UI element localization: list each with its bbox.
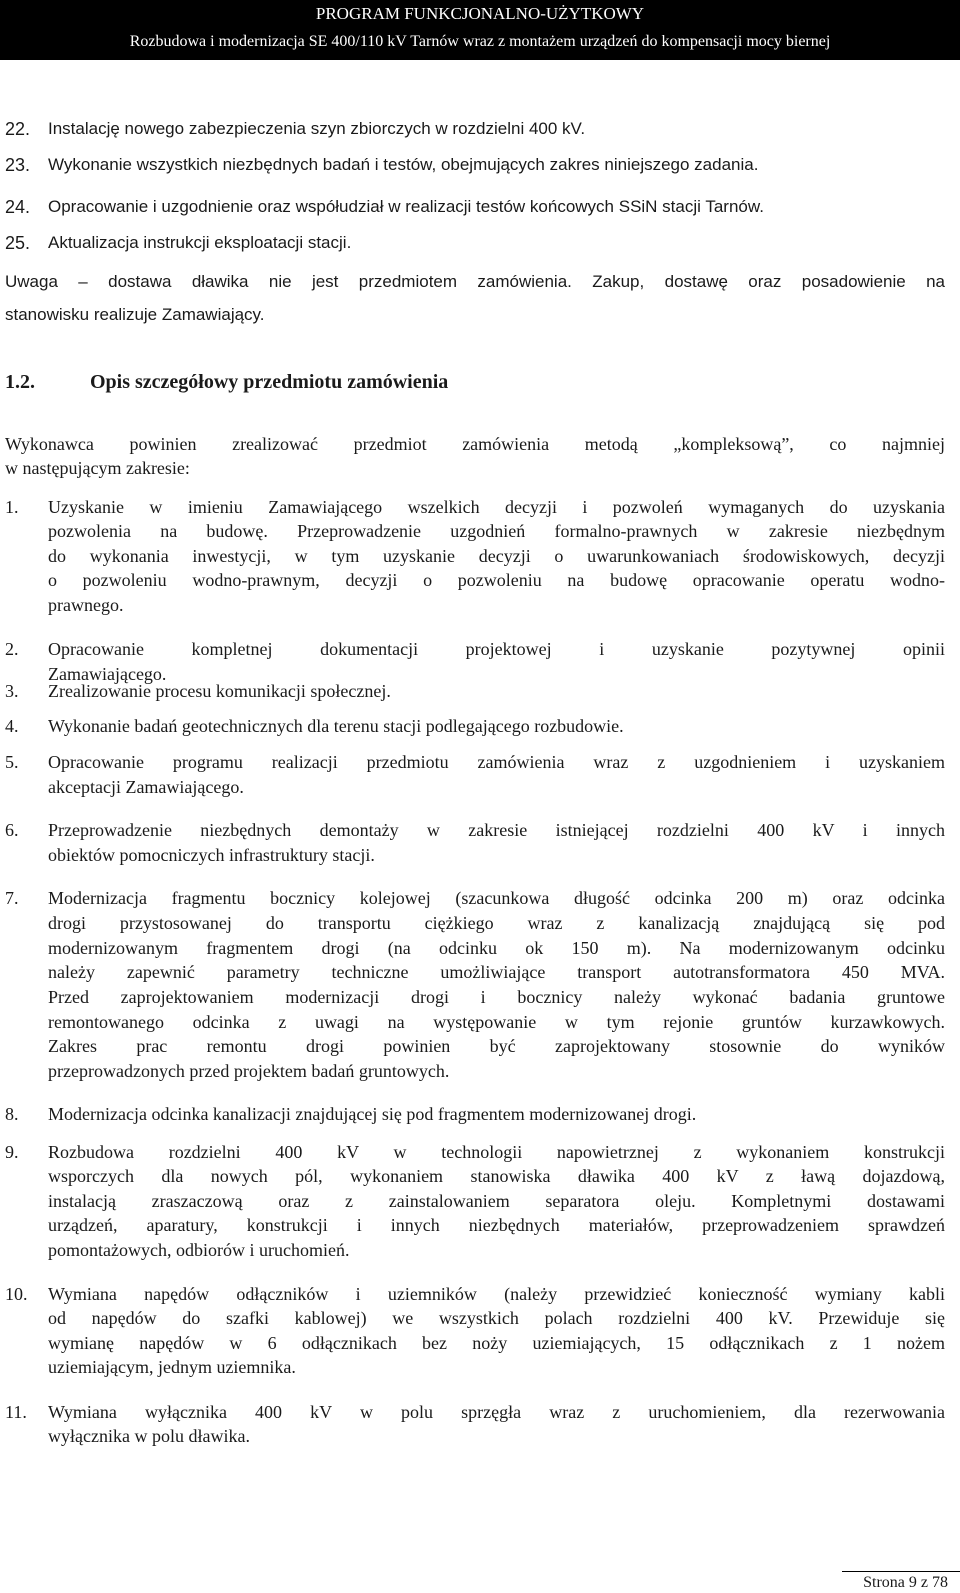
footer-divider <box>842 1571 960 1572</box>
scope-item-line: obiektów pomocniczych infrastruktury stacji. <box>48 845 375 865</box>
scope-item-number: 10. <box>5 1284 28 1304</box>
scope-item-line: instalacją zraszaczową oraz z zainstalowaniem separatora oleju. Kompletnymi dostawami <box>48 1191 945 1211</box>
list-item-text: Wykonanie wszystkich niezbędnych badań i testów, obejmujących zakres niniejszego zadania. <box>48 155 759 174</box>
scope-item-line: akceptacji Zamawiającego. <box>48 777 244 797</box>
scope-item-number: 1. <box>5 497 19 517</box>
header-title: PROGRAM FUNKCJONALNO-UŻYTKOWY <box>315 4 645 23</box>
note-line: Uwaga – dostawa dławika nie jest przedmiotem zamówienia. Zakup, dostawę oraz posadowienie na <box>5 272 945 291</box>
scope-item-line: Modernizacja fragmentu bocznicy kolejowej (szacunkowa długość odcinka 200 m) oraz odcinka <box>48 888 945 908</box>
list-item-text: Opracowanie i uzgodnienie oraz współudział w realizacji testów końcowych SSiN stacji Tarnów. <box>48 197 764 216</box>
list-item-text: Aktualizacja instrukcji eksploatacji stacji. <box>48 233 352 252</box>
scope-item-line: uziemiającym, jednym uziemnika. <box>48 1357 296 1377</box>
list-item-number: 24. <box>5 197 31 217</box>
scope-item-line: Wymiana napędów odłączników i uziemników (należy przewidzieć konieczność wymiany kabli <box>48 1284 945 1304</box>
scope-item-line: o pozwoleniu wodno-prawnym, decyzji o pozwoleniu na budowę opracowanie operatu wodno- <box>48 570 945 590</box>
scope-item-line: Modernizacja odcinka kanalizacji znajdującej się pod fragmentem modernizowanej drogi. <box>48 1104 697 1124</box>
scope-item-line: remontowanego odcinka z uwagi na występowanie w tym rejonie gruntów kurzawkowych. <box>48 1012 945 1032</box>
document-header <box>0 0 960 60</box>
scope-item-line: urządzeń, aparatury, konstrukcji i innych niezbędnych materiałów, przeprowadzeniem sprawdzeń <box>48 1215 945 1235</box>
scope-item-line: Uzyskanie w imieniu Zamawiającego wszelkich decyzji i pozwoleń wymaganych do uzyskania <box>48 497 945 517</box>
section-heading <box>5 369 448 395</box>
scope-item-number: 3. <box>5 681 19 701</box>
scope-item-number: 6. <box>5 820 19 840</box>
list-item-text: Instalację nowego zabezpieczenia szyn zbiorczych w rozdzielni 400 kV. <box>48 119 586 138</box>
scope-item-line: Przeprowadzenie niezbędnych demontaży w zakresie istniejącej rozdzielni 400 kV i innych <box>48 820 945 840</box>
scope-item-line: pozwolenia na budowę. Przeprowadzenie uzgodnień formalno-prawnych w zakresie niezbędnym <box>48 521 945 541</box>
scope-item-number: 5. <box>5 752 19 772</box>
scope-item-line: Wykonanie badań geotechnicznych dla terenu stacji podlegającego rozbudowie. <box>48 716 624 736</box>
scope-item-line: wsporczych dla nowych pól, wykonaniem stanowiska dławika 400 kV z ławą dojazdową, <box>48 1166 945 1186</box>
page-number: Strona 9 z 78 <box>863 1574 948 1591</box>
scope-item-number: 7. <box>5 888 19 908</box>
scope-item-number: 2. <box>5 639 19 659</box>
scope-item-line: Rozbudowa rozdzielni 400 kV w technologii napowietrznej z wykonaniem konstrukcji <box>48 1142 945 1162</box>
scope-item-line: należy zapewnić parametry techniczne umożliwiające transport autotransformatora 450 MVA. <box>48 962 945 982</box>
scope-item-line: Opracowanie kompletnej dokumentacji projektowej i uzyskanie pozytywnej opinii <box>48 639 945 659</box>
intro-line: w następującym zakresie: <box>5 458 190 478</box>
header-subtitle: Rozbudowa i modernizacja SE 400/110 kV Tarnów wraz z montażem urządzeń do kompensacji mocy biernej <box>129 33 831 50</box>
list-item-number: 25. <box>5 233 31 253</box>
scope-item-line: wymianę napędów w 6 odłącznikach bez noży uziemiających, 15 odłącznikach z 1 nożem <box>48 1333 945 1353</box>
scope-item-number: 8. <box>5 1104 19 1124</box>
scope-item-line: do wykonania inwestycji, w tym uzyskanie decyzji o uwarunkowaniach środowiskowych, decyzji <box>48 546 945 566</box>
list-item-number: 22. <box>5 119 31 139</box>
scope-item-line: Przed zaprojektowaniem modernizacji drogi i bocznicy należy wykonać badania gruntowe <box>48 987 945 1007</box>
scope-item-line: od napędów do szafki kablowej) we wszystkich polach rozdzielni 400 kV. Przewiduje się <box>48 1308 945 1328</box>
scope-item-line: drogi przystosowanej do transportu ciężkiego wraz z kanalizacją znajdującą się pod <box>48 913 945 933</box>
scope-item-line: Zakres prac remontu drogi powinien być zaprojektowany stosownie do wyników <box>48 1036 945 1056</box>
scope-item-line: Wymiana wyłącznika 400 kV w polu sprzęgła wraz z uruchomieniem, dla rezerwowania <box>48 1402 945 1422</box>
scope-item-line: modernizowanym fragmentem drogi (na odcinku ok 150 m). Na modernizowanym odcinku <box>48 938 945 958</box>
list-item-number: 23. <box>5 155 31 175</box>
section-number: 1.2. <box>5 371 35 393</box>
scope-item-line: prawnego. <box>48 595 124 615</box>
scope-item-number: 4. <box>5 716 19 736</box>
scope-item-line: przeprowadzonych przed projektem badań gruntowych. <box>48 1061 450 1081</box>
scope-item-line: pomontażowych, odbiorów i uruchomień. <box>48 1240 350 1260</box>
note-line: stanowisku realizuje Zamawiający. <box>5 305 265 324</box>
section-title: Opis szczegółowy przedmiotu zamówienia <box>90 371 449 393</box>
scope-item-number: 11. <box>5 1402 27 1422</box>
scope-item-line: Opracowanie programu realizacji przedmiotu zamówienia wraz z uzgodnieniem i uzyskaniem <box>48 752 945 772</box>
scope-item-line: Zamawiającego. <box>48 664 167 684</box>
intro-line: Wykonawca powinien zrealizować przedmiot zamówienia metodą „kompleksową”, co najmniej <box>5 434 945 454</box>
scope-item-line: Zrealizowanie procesu komunikacji społecznej. <box>48 681 391 701</box>
scope-item-line: wyłącznika w polu dławika. <box>48 1426 250 1446</box>
scope-item-number: 9. <box>5 1142 19 1162</box>
